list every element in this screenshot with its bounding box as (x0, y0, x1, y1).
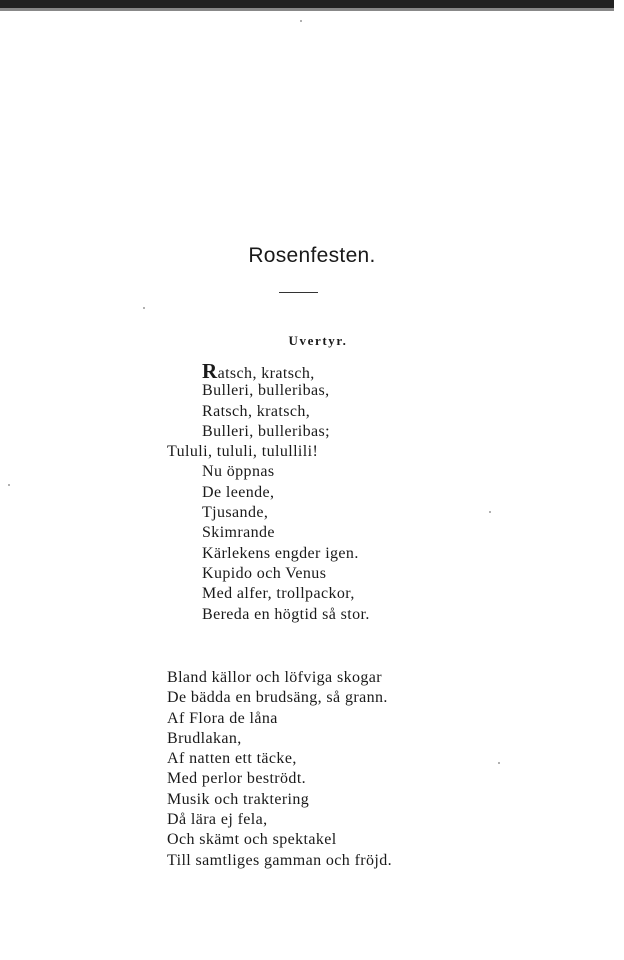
poem-line-first-rest: atsch, kratsch, (217, 365, 315, 382)
poem-line: Tjusande, (202, 504, 269, 522)
drop-cap: R (202, 359, 218, 383)
poem-line: Kärlekens engder igen. (202, 544, 359, 562)
poem-line: Bereda en högtid så stor. (202, 605, 370, 623)
page-top-border (0, 0, 614, 8)
poem-line: Ratsch, kratsch, (202, 402, 311, 420)
poem-line: Till samtliges gamman och fröjd. (167, 851, 393, 869)
poem-line: Tululi, tululi, tulullili! (167, 443, 319, 461)
poem-line: Och skämt och spektakel (167, 831, 337, 849)
poem-line: Bland källor och löfviga skogar (167, 669, 383, 686)
page-top-border-shadow (0, 8, 614, 11)
stanza-overture (167, 361, 370, 625)
paper-speck (143, 307, 145, 309)
poem-line: Med alfer, trollpackor, (202, 585, 355, 603)
paper-speck (8, 484, 10, 486)
poem-line: Då lära ej fela, (167, 811, 268, 829)
poem-line: Med perlor beströdt. (167, 770, 307, 788)
stanza-second (167, 668, 392, 871)
poem-line-first (167, 361, 370, 381)
poem-line: Af natten ett täcke, (167, 750, 297, 768)
paper-speck (489, 511, 491, 513)
poem-line: Skimrande (202, 524, 275, 542)
poem-line: Af Flora de låna (167, 709, 278, 727)
poem-line: Brudlakan, (167, 729, 242, 747)
poem-line: Bulleri, bulleribas, (202, 382, 330, 400)
paper-speck (498, 762, 500, 764)
poem-line: De bädda en brudsäng, så grann. (167, 689, 388, 707)
paper-speck (300, 20, 302, 22)
poem-line: Nu öppnas (202, 463, 275, 481)
title-divider (279, 292, 318, 293)
poem-line: De leende, (202, 483, 275, 501)
poem-line: Bulleri, bulleribas; (202, 422, 330, 440)
section-heading: Uvertyr. (288, 333, 348, 348)
poem-line: Musik och traktering (167, 790, 310, 808)
poem-line: Kupido och Venus (202, 564, 327, 582)
poem-title: Rosenfesten. (248, 244, 376, 267)
